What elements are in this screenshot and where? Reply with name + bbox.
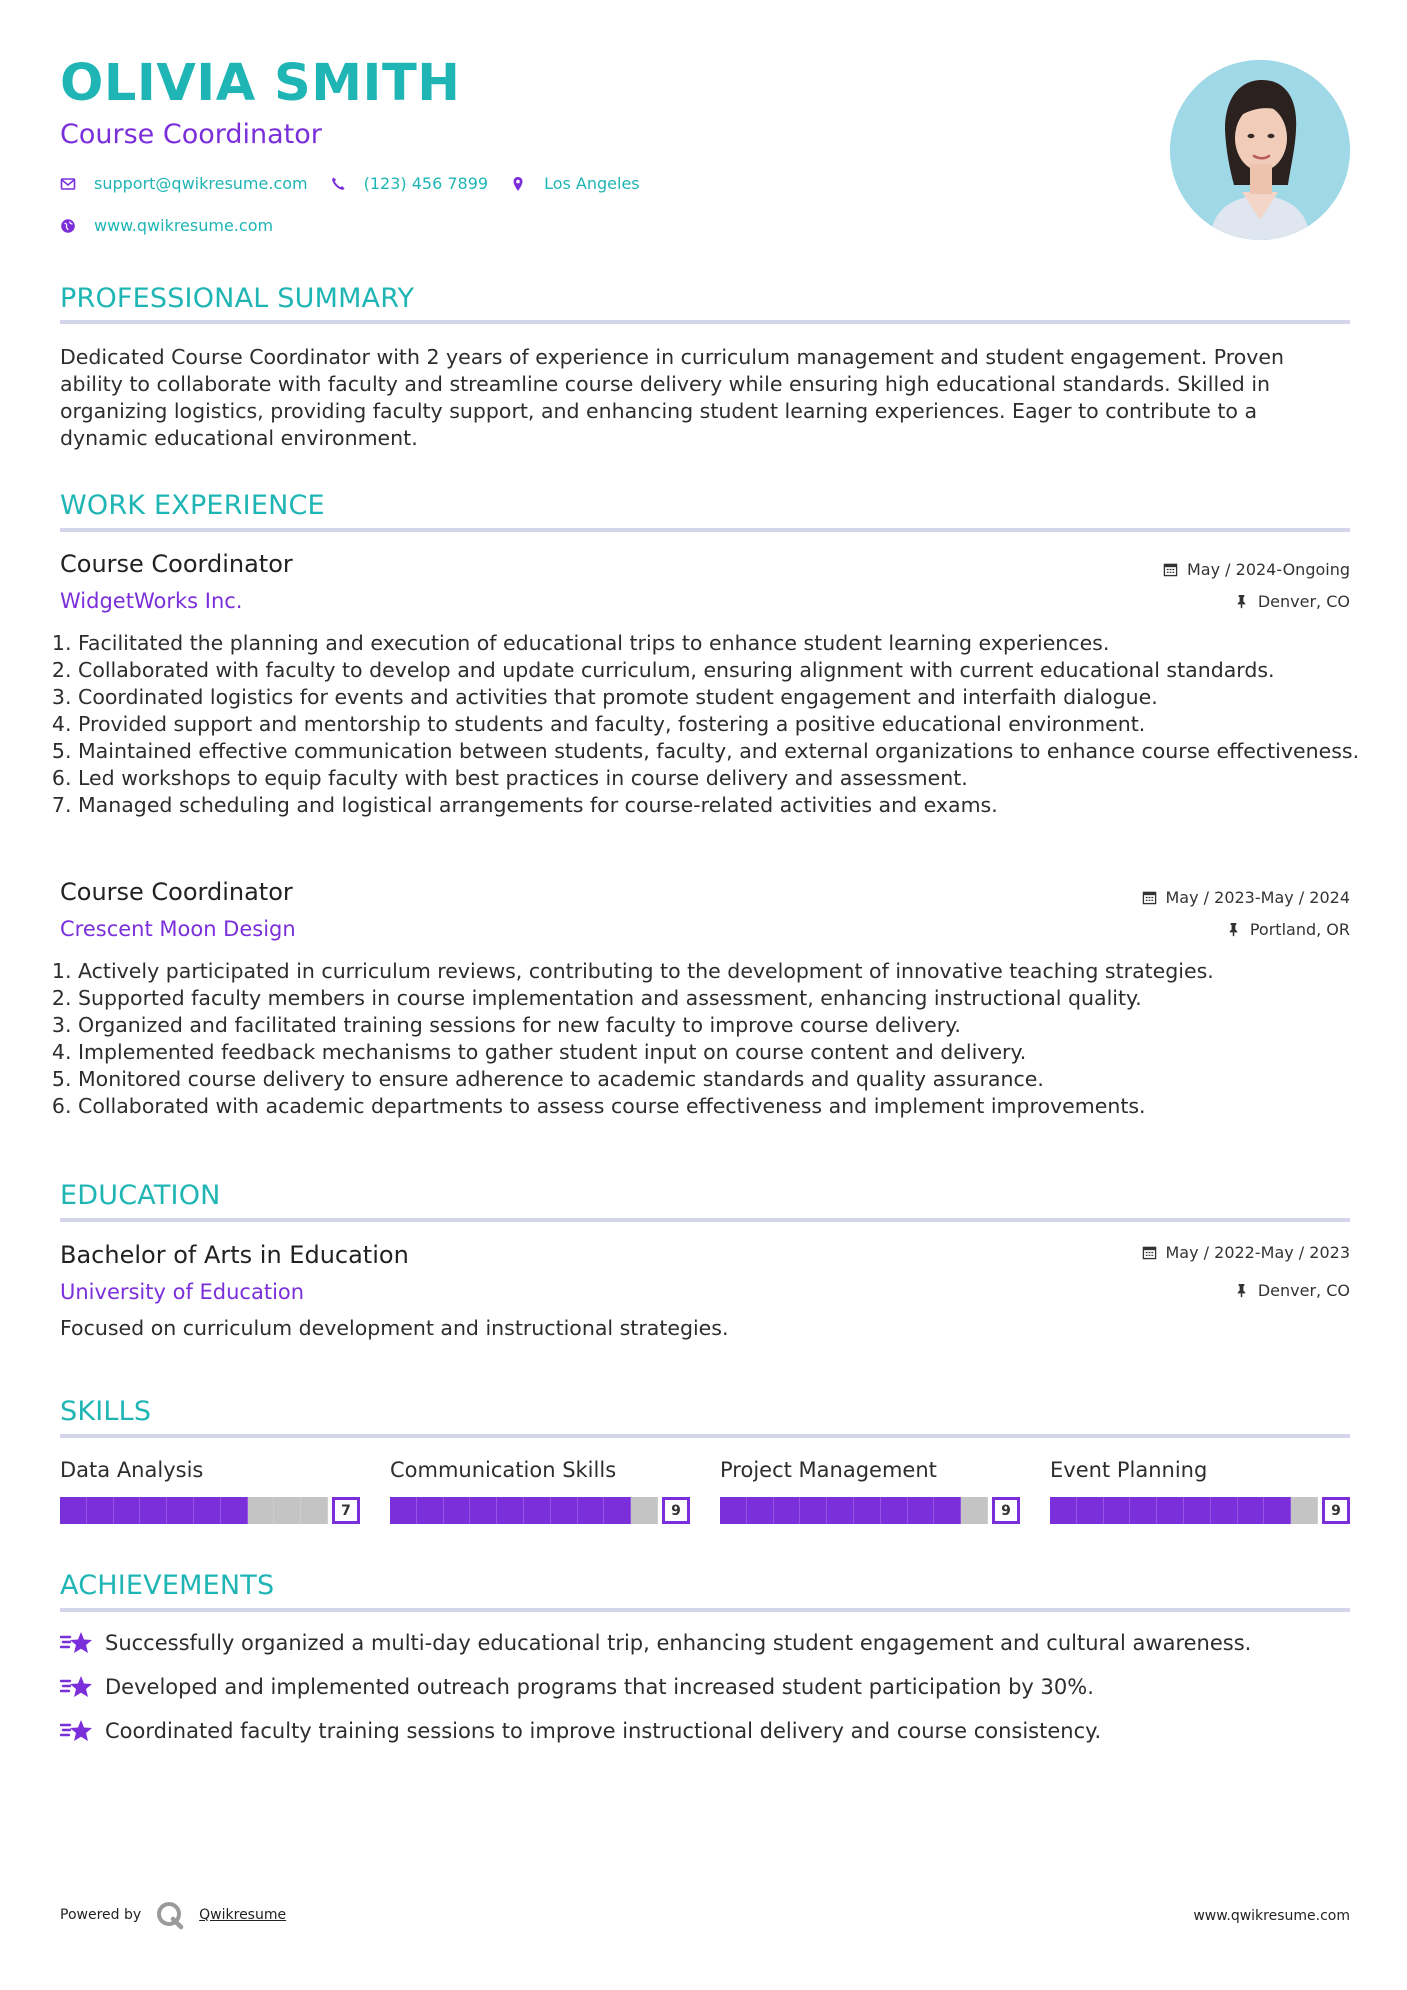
skills-divider (60, 1434, 1350, 1438)
job-1-location-text: Denver, CO (1257, 592, 1350, 611)
summary-heading: PROFESSIONAL SUMMARY (60, 283, 415, 314)
skill-bar-segment (961, 1497, 988, 1524)
skill-bar-segment (908, 1497, 935, 1524)
job-1-dates (1163, 560, 1350, 579)
skill-bar-segment (248, 1497, 275, 1524)
list-item: 1. Facilitated the planning and execution of educational trips to enhance student learning experiences. (78, 630, 1368, 657)
footer-url[interactable]: www.qwikresume.com (1193, 1908, 1350, 1924)
skill-bar-segment (827, 1497, 854, 1524)
calendar-icon (1163, 562, 1178, 577)
skill-level-badge: 9 (992, 1497, 1020, 1524)
skill-bar-segment (747, 1497, 774, 1524)
job-2-title: Course Coordinator (60, 878, 293, 906)
skill-bar-segment (1238, 1497, 1265, 1524)
job-1-title: Course Coordinator (60, 550, 293, 578)
skill-bar-segment (551, 1497, 578, 1524)
skill-bar-segment (1264, 1497, 1291, 1524)
pushpin-icon (1226, 922, 1241, 937)
skill-bar-segment (1104, 1497, 1131, 1524)
skill-bar (720, 1497, 988, 1524)
skill-bar-segment (800, 1497, 827, 1524)
pushpin-icon (1234, 1283, 1249, 1298)
skill-bar-segment (631, 1497, 658, 1524)
skill-bar-segment (194, 1497, 221, 1524)
education-divider (60, 1218, 1350, 1222)
contact-phone[interactable] (330, 174, 488, 193)
skill-name: Data Analysis (60, 1458, 204, 1482)
email-text: support@qwikresume.com (94, 174, 308, 193)
education-location-text: Denver, CO (1257, 1281, 1350, 1300)
skill-bar (1050, 1497, 1318, 1524)
job-2-dates-text: May / 2023-May / 2024 (1165, 888, 1350, 907)
star-icon (60, 1718, 94, 1744)
skill-bar-segment (604, 1497, 631, 1524)
achievement-item (60, 1630, 1251, 1656)
contact-row-1 (60, 174, 662, 193)
profile-photo (1170, 60, 1350, 240)
job-2-location-text: Portland, OR (1249, 920, 1350, 939)
achievement-item (60, 1674, 1094, 1700)
skill-bar-segment (578, 1497, 605, 1524)
job-2-location (1226, 920, 1350, 939)
skill-bar-segment (1077, 1497, 1104, 1524)
skill-bar-segment (114, 1497, 141, 1524)
achievements-divider (60, 1608, 1350, 1612)
skill-bar-segment (1291, 1497, 1318, 1524)
skill-bar-segment (167, 1497, 194, 1524)
list-item: 6. Collaborated with academic departments to assess course effectiveness and implement improvements. (78, 1093, 1368, 1120)
phone-text: (123) 456 7899 (363, 174, 489, 193)
star-icon (60, 1674, 94, 1700)
achievement-text: Coordinated faculty training sessions to improve instructional delivery and course consistency. (105, 1719, 1102, 1743)
contact-website[interactable] (60, 216, 273, 235)
skill-bar-segment (720, 1497, 747, 1524)
skill-bar-segment (444, 1497, 471, 1524)
experience-heading: WORK EXPERIENCE (60, 490, 325, 521)
achievement-text: Successfully organized a multi-day educational trip, enhancing student engagement and cultural awareness. (105, 1631, 1252, 1655)
education-location (1234, 1281, 1350, 1300)
skill-bar-segment (1130, 1497, 1157, 1524)
list-item: 7. Managed scheduling and logistical arrangements for course-related activities and exams. (78, 792, 1368, 819)
skill-bar (390, 1497, 658, 1524)
skill-bar-segment (140, 1497, 167, 1524)
phone-icon (330, 176, 346, 192)
list-item: 3. Coordinated logistics for events and activities that promote student engagement and interfaith dialogue. (78, 684, 1368, 711)
skill-bar-segment (854, 1497, 881, 1524)
skill-bar-segment (497, 1497, 524, 1524)
skill-level-badge: 9 (1322, 1497, 1350, 1524)
footer-powered-by (60, 1900, 286, 1930)
qwikresume-link[interactable]: Qwikresume (199, 1907, 287, 1923)
skill-item (720, 1458, 1020, 1519)
job-1-bullets (60, 630, 1368, 819)
education-description: Focused on curriculum development and instructional strategies. (60, 1316, 729, 1340)
job-1-dates-text: May / 2024-Ongoing (1187, 560, 1350, 579)
portrait-image (1170, 60, 1350, 240)
job-1-company: WidgetWorks Inc. (60, 589, 243, 613)
skill-bar-segment (881, 1497, 908, 1524)
skill-bar-segment (87, 1497, 114, 1524)
skill-bar-segment (774, 1497, 801, 1524)
education-degree: Bachelor of Arts in Education (60, 1241, 409, 1269)
job-2-bullets (60, 958, 1368, 1120)
list-item: 4. Provided support and mentorship to students and faculty, fostering a positive educational environment. (78, 711, 1368, 738)
powered-by-text: Powered by (60, 1907, 142, 1923)
job-2-company: Crescent Moon Design (60, 917, 296, 941)
skill-level-badge: 9 (662, 1497, 690, 1524)
skill-bar-segment (1184, 1497, 1211, 1524)
skill-bar-segment (417, 1497, 444, 1524)
map-pin-icon (510, 176, 526, 192)
achievement-text: Developed and implemented outreach programs that increased student participation by 30%. (105, 1675, 1094, 1699)
skill-level-badge: 7 (332, 1497, 360, 1524)
list-item: 4. Implemented feedback mechanisms to gather student input on course content and delivery. (78, 1039, 1368, 1066)
calendar-icon (1142, 1245, 1157, 1260)
skill-item (60, 1458, 360, 1519)
skill-name: Event Planning (1050, 1458, 1208, 1482)
list-item: 2. Supported faculty members in course implementation and assessment, enhancing instructional quality. (78, 985, 1368, 1012)
skill-bar-segment (1050, 1497, 1077, 1524)
skill-bar-segment (1211, 1497, 1238, 1524)
skill-bar-segment (390, 1497, 417, 1524)
skill-bar-segment (301, 1497, 328, 1524)
skill-bar-segment (1157, 1497, 1184, 1524)
candidate-role: Course Coordinator (60, 119, 322, 150)
list-item: 1. Actively participated in curriculum reviews, contributing to the development of innovative teaching strategies. (78, 958, 1368, 985)
calendar-icon (1142, 890, 1157, 905)
list-item: 5. Maintained effective communication between students, faculty, and external organizations to enhance course effectiveness. (78, 738, 1368, 765)
qwikresume-logo (155, 1900, 185, 1930)
list-item: 2. Collaborated with faculty to develop and update curriculum, ensuring alignment with current educational standards. (78, 657, 1368, 684)
globe-icon (60, 218, 76, 234)
summary-text: Dedicated Course Coordinator with 2 years of experience in curriculum management and student engagement. Proven ability to collaborate with faculty and streamline course delivery while ensuring high educational standards. Skilled in organizing logistics, providing faculty support, and enhancing student learning experiences. Eager to contribute to a dynamic educational environment. (60, 345, 1284, 450)
skills-heading: SKILLS (60, 1396, 152, 1427)
education-dates-text: May / 2022-May / 2023 (1165, 1243, 1350, 1262)
skill-bar-segment (934, 1497, 961, 1524)
skill-bar-segment (221, 1497, 248, 1524)
skill-item (1050, 1458, 1350, 1519)
skill-name: Project Management (720, 1458, 937, 1482)
list-item: 6. Led workshops to equip faculty with best practices in course delivery and assessment. (78, 765, 1368, 792)
contact-row-2 (60, 216, 295, 235)
envelope-icon (60, 176, 76, 192)
summary-divider (60, 320, 1350, 324)
job-2-dates (1142, 888, 1351, 907)
resume-page (60, 0, 1360, 1990)
achievement-item (60, 1718, 1101, 1744)
contact-location (510, 174, 640, 193)
list-item: 5. Monitored course delivery to ensure adherence to academic standards and quality assurance. (78, 1066, 1368, 1093)
skill-bar-segment (60, 1497, 87, 1524)
skill-name: Communication Skills (390, 1458, 617, 1482)
pushpin-icon (1234, 594, 1249, 609)
list-item: 3. Organized and facilitated training sessions for new faculty to improve course delivery. (78, 1012, 1368, 1039)
experience-divider (60, 528, 1350, 532)
star-icon (60, 1630, 94, 1656)
job-1-location (1234, 592, 1350, 611)
candidate-name: OLIVIA SMITH (60, 54, 461, 113)
website-text: www.qwikresume.com (94, 216, 274, 235)
contact-email[interactable] (60, 174, 308, 193)
achievements-heading: ACHIEVEMENTS (60, 1570, 275, 1601)
education-heading: EDUCATION (60, 1180, 221, 1211)
skill-bar (60, 1497, 328, 1524)
education-school: University of Education (60, 1280, 305, 1304)
location-text: Los Angeles (544, 174, 640, 193)
skill-bar-segment (274, 1497, 301, 1524)
skill-bar-segment (470, 1497, 497, 1524)
education-dates (1142, 1243, 1351, 1262)
skill-item (390, 1458, 690, 1519)
skill-bar-segment (524, 1497, 551, 1524)
